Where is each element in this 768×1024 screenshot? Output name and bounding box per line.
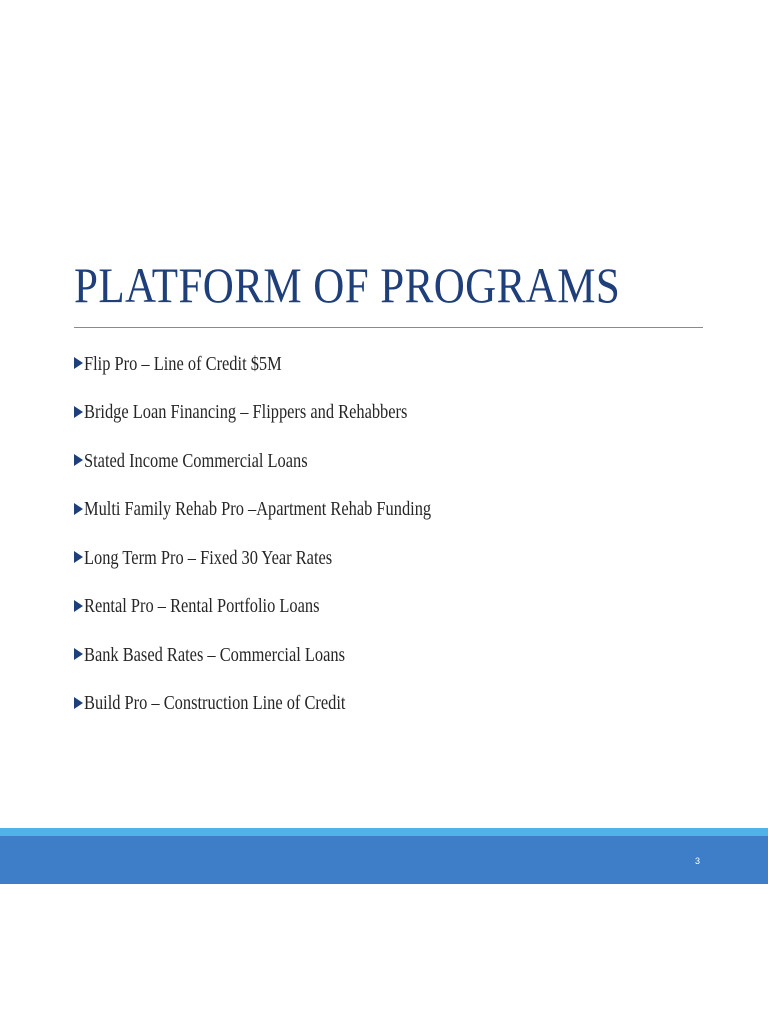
footer-accent-stripe: [0, 828, 768, 836]
program-label: Rental Pro – Rental Portfolio Loans: [84, 595, 320, 618]
arrow-bullet-icon: [74, 454, 83, 466]
arrow-bullet-icon: [74, 406, 83, 418]
list-item: [74, 631, 507, 680]
list-item: [74, 437, 507, 486]
program-label: Multi Family Rehab Pro –Apartment Rehab Funding: [84, 498, 432, 521]
footer-bar: [0, 836, 768, 884]
program-label: Bridge Loan Financing – Flippers and Rehabbers: [84, 401, 408, 424]
program-label: Stated Income Commercial Loans: [84, 449, 308, 472]
page-number: 3: [694, 856, 700, 866]
list-item: [74, 340, 507, 389]
program-label: Bank Based Rates – Commercial Loans: [84, 643, 345, 666]
program-list: [74, 340, 507, 728]
arrow-bullet-icon: [74, 503, 83, 515]
arrow-bullet-icon: [74, 648, 83, 660]
list-item: [74, 680, 507, 729]
title-divider: [74, 327, 703, 328]
list-item: [74, 486, 507, 535]
list-item: [74, 583, 507, 632]
program-label: Flip Pro – Line of Credit $5M: [84, 352, 282, 375]
arrow-bullet-icon: [74, 357, 83, 369]
arrow-bullet-icon: [74, 600, 83, 612]
list-item: [74, 389, 507, 438]
program-label: Build Pro – Construction Line of Credit: [84, 692, 346, 715]
program-label: Long Term Pro – Fixed 30 Year Rates: [84, 546, 333, 569]
list-item: [74, 534, 507, 583]
arrow-bullet-icon: [74, 551, 83, 563]
slide-title: PLATFORM OF PROGRAMS: [74, 257, 621, 313]
arrow-bullet-icon: [74, 697, 83, 709]
